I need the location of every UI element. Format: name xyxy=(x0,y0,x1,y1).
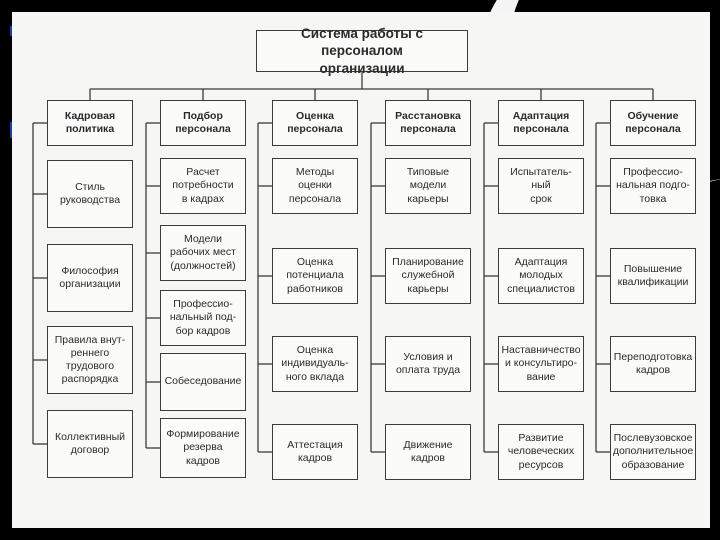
column-item: Послевузовское дополнительное образование xyxy=(610,424,696,480)
column-item: Формирование резерва кадров xyxy=(160,418,246,478)
column-item: Развитие человеческих ресурсов xyxy=(498,424,584,480)
column-item: Типовые модели карьеры xyxy=(385,158,471,214)
column-item: Адаптация молодых специалистов xyxy=(498,248,584,304)
diagram-title: Система работы с персоналом организации xyxy=(256,30,468,72)
column-item: Переподготовка кадров xyxy=(610,336,696,392)
column-item: Оценка потенциала работников xyxy=(272,248,358,304)
column-item: Модели рабочих мест (должностей) xyxy=(160,225,246,281)
column-item: Правила внут- реннего трудового распорядка xyxy=(47,326,133,394)
column-item: Методы оценки персонала xyxy=(272,158,358,214)
column-item: Расчет потребности в кадрах xyxy=(160,158,246,214)
column-header: Расстановка персонала xyxy=(385,100,471,146)
column-item: Собеседование xyxy=(160,353,246,411)
column-item: Стиль руководства xyxy=(47,160,133,228)
column-item: Наставничество и консультиро- вание xyxy=(498,336,584,392)
column-header: Оценка персонала xyxy=(272,100,358,146)
column-item: Испытатель- ный срок xyxy=(498,158,584,214)
column-item: Коллективный договор xyxy=(47,410,133,478)
column-header: Подбор персонала xyxy=(160,100,246,146)
column-item: Движение кадров xyxy=(385,424,471,480)
column-item: Философия организации xyxy=(47,244,133,312)
column-item: Профессио- нальный под- бор кадров xyxy=(160,290,246,346)
column-header: Обучение персонала xyxy=(610,100,696,146)
column-item: Оценка индивидуаль- ного вклада xyxy=(272,336,358,392)
column-header: Адаптация персонала xyxy=(498,100,584,146)
column-item: Условия и оплата труда xyxy=(385,336,471,392)
column-header: Кадровая политика xyxy=(47,100,133,146)
column-item: Повышение квалификации xyxy=(610,248,696,304)
column-item: Планирование служебной карьеры xyxy=(385,248,471,304)
column-item: Профессио- нальная подго- товка xyxy=(610,158,696,214)
column-item: Аттестация кадров xyxy=(272,424,358,480)
